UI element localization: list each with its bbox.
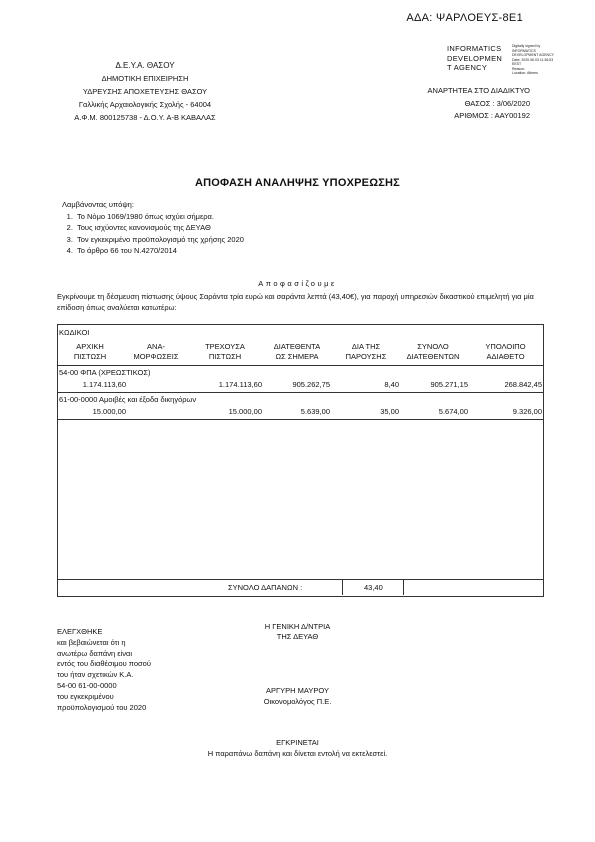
general-manager-org: ΤΗΣ ΔΕΥΑΘ	[276, 632, 319, 641]
header-text: ΤΡΕΧΟΥΣΑ	[205, 342, 245, 351]
row-divider	[58, 392, 543, 393]
check-line: 54-00 61-00-0000	[57, 680, 117, 690]
issuer-service: ΥΔΡΕΥΣΗΣ ΑΠΟΧΕΤΕΥΣΗΣ ΘΑΣΟΥ	[82, 87, 208, 96]
header-committed	[260, 342, 334, 362]
header-this	[334, 342, 398, 362]
header-text: ΔΙΑΤΕΘΕΝΤΑ	[273, 342, 321, 351]
signature-org-line: T AGENCY	[447, 63, 488, 72]
header-text: ΑΔΙΑΘΕΤΟ	[486, 352, 525, 361]
approval-text: Η παραπάνω δαπάνη και δίνεται εντολή να εκτελεστεί.	[207, 749, 388, 758]
cell-current: 15.000,00	[228, 407, 262, 416]
general-manager-title: Η ΓΕΝΙΚΗ Δ/ΝΤΡΙΑ	[264, 622, 331, 631]
total-value: 43,40	[364, 583, 383, 592]
considering-list	[62, 211, 244, 257]
cell-this: 8,40	[384, 380, 399, 389]
considering-item: 4. Το άρθρο 66 του Ν.4270/2014	[75, 245, 244, 257]
issuer-address: Γαλλικής Αρχαιολογικής Σχολής - 64004	[78, 100, 212, 109]
ada-code: ΑΔΑ: ΨΑΡΛΟΕΥΣ-8Ε1	[406, 12, 523, 24]
considering-item: 3. Τον εγκεκριμένο προϋπολογισμό της χρήσης 2020	[75, 234, 244, 246]
decision-word: Αποφασίζουμε	[258, 279, 337, 288]
issuer-type: ΔΗΜΟΤΙΚΗ ΕΠΙΧΕΙΡΗΣΗ	[101, 74, 189, 83]
header-remaining	[468, 342, 543, 362]
header-text: ΩΣ ΣΗΜΕΡΑ	[275, 352, 319, 361]
total-label: ΣΥΝΟΛΟ ΔΑΠΑΝΩΝ :	[228, 583, 303, 592]
table-row-code: 61-00-0000 Αμοιβές και έξοδα δικηγόρων	[59, 395, 197, 404]
header-text: ΠΙΣΤΩΣΗ	[208, 352, 242, 361]
considering-item: 2. Τους ισχύοντες κανονισμούς της ΔΕΥΑΘ	[75, 222, 244, 234]
issuer-tax-id: Α.Φ.Μ. 800125738 - Δ.Ο.Υ. Α-Β ΚΑΒΑΛΑΣ	[74, 113, 216, 122]
cell-total: 905.271,15	[430, 380, 468, 389]
signature-org-line: DEVELOPMEN	[447, 53, 503, 63]
cell-committed: 5.639,00	[300, 407, 330, 416]
header-adjustments	[122, 342, 190, 362]
cell-committed: 905.262,75	[292, 380, 330, 389]
header-text: ΥΠΟΛΟΙΠΟ	[485, 342, 526, 351]
cell-current: 1.174.113,60	[218, 380, 262, 389]
check-line: του εγκεκριμένου	[57, 691, 114, 701]
header-text: ΔΙΑ ΤΗΣ	[351, 342, 381, 351]
header-divider	[58, 365, 543, 366]
considering-item: 1. Το Νόμο 1069/1980 όπως ισχύει σήμερα.	[75, 211, 244, 223]
check-line: ανωτέρω δαπάνη είναι	[57, 648, 133, 658]
total-separator	[403, 579, 404, 595]
table-row-code: 54-00 ΦΠΑ (ΧΡΕΩΣΤΙΚΟΣ)	[59, 368, 151, 377]
check-heading: ΕΛΕΓΧΘΗΚΕ	[57, 627, 103, 636]
digital-signature-details	[512, 44, 554, 76]
document-title: ΑΠΟΦΑΣΗ ΑΝΑΛΗΨΗΣ ΥΠΟΧΡΕΩΣΗΣ	[195, 177, 400, 189]
issuer-name: Δ.Ε.Υ.Α. ΘΑΣΟΥ	[115, 61, 175, 70]
general-manager-block	[220, 622, 375, 642]
considering-block	[62, 199, 244, 257]
signature-detail-line: Date: 2020.06.03 11:36:53	[512, 57, 554, 62]
header-text: ΣΥΝΟΛΟ	[417, 342, 449, 351]
header-text: ΔΙΑΤΕΘΕΝΤΩΝ	[406, 352, 460, 361]
codes-label: ΚΩΔΙΚΟΙ	[59, 328, 90, 337]
check-line: και βεβαιώνεται ότι η	[57, 637, 126, 647]
cell-initial: 15.000,00	[92, 407, 126, 416]
signer-role: Οικονομολόγος Π.Ε.	[263, 697, 332, 706]
signature-detail-line: Reason:	[512, 66, 526, 71]
cell-remaining: 9.326,00	[512, 407, 542, 416]
cell-initial: 1.174.113,60	[82, 380, 126, 389]
publication-number: ΑΡΙΘΜΟΣ : ΑΑΥ00192	[454, 111, 530, 120]
considering-heading: Λαμβάνοντας υπόψη:	[62, 200, 134, 209]
decision-text: Εγκρίνουμε τη δέσμευση πίστωσης ύψους Σαράντα τρία ευρώ και σαράντα λεπτά (43,40€), για παροχή υπηρεσιών δικαστικού επιμελητή για μία επίδοση όπως αναλύεται κατωτέρω:	[57, 292, 534, 312]
signature-org-line: INFORMATICS	[447, 44, 502, 53]
header-text: ΠΑΡΟΥΣΗΣ	[345, 352, 387, 361]
cell-remaining: 268.842,45	[504, 380, 542, 389]
row-divider	[58, 419, 543, 420]
signature-detail-line: EEST	[512, 62, 522, 66]
check-block	[57, 627, 151, 713]
check-line: εντός του διαθέσιμου ποσού	[57, 659, 151, 669]
signer-name: ΑΡΓΥΡΗ ΜΑΥΡΟΥ	[266, 686, 329, 695]
approval-block	[0, 737, 595, 759]
header-current	[190, 342, 260, 362]
total-separator	[342, 579, 343, 595]
header-text: ΑΡΧΙΚΗ	[76, 342, 104, 351]
header-text: ΜΟΡΦΩΣΕΙΣ	[133, 352, 179, 361]
signature-detail-line: DEVELOPMENT AGENCY	[512, 53, 554, 57]
issuer-block	[60, 59, 230, 124]
signer-block	[220, 685, 375, 707]
signature-org	[447, 44, 502, 73]
cell-this: 35,00	[380, 407, 399, 416]
header-text: ΠΙΣΤΩΣΗ	[73, 352, 107, 361]
check-line: του ήταν σχετικών Κ.Α.	[57, 670, 134, 680]
signature-detail-line: Location: Athens	[512, 71, 538, 75]
check-line: προϋπολογισμού του 2020	[57, 702, 147, 712]
publication-date: ΘΑΣΟΣ : 3/06/2020	[464, 98, 530, 108]
cell-total: 5.674,00	[438, 407, 468, 416]
publication-info	[380, 85, 530, 123]
header-text: ΑΝΑ-	[147, 342, 165, 351]
publication-note: ΑΝΑΡΤΗΤΕΑ ΣΤΟ ΔΙΑΔΙΚΤΥΟ	[427, 86, 530, 95]
approval-heading: ΕΓΚΡΙΝΕΤΑΙ	[276, 738, 319, 747]
header-total	[398, 342, 468, 362]
signature-detail-line: Digitally signed by	[512, 44, 541, 48]
signature-detail-line: INFORMATICS	[512, 48, 536, 53]
header-initial	[58, 342, 122, 362]
budget-table	[57, 324, 544, 597]
total-divider	[58, 579, 543, 580]
